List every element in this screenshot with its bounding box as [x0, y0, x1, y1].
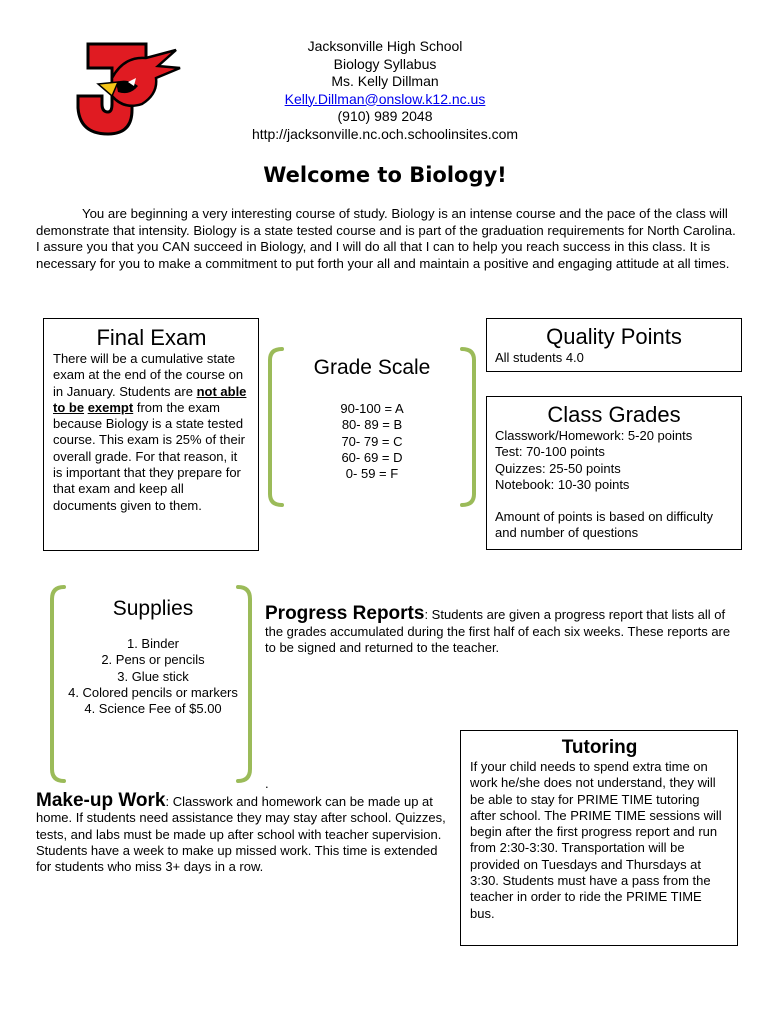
grade-line: 60- 69 = D: [341, 449, 403, 465]
supply-item: 3. Glue stick: [117, 668, 189, 684]
class-grade-line: Test: 70-100 points: [495, 444, 605, 460]
makeup-work: [36, 790, 450, 875]
supplies: [58, 596, 248, 717]
class-grades-box: [486, 396, 742, 550]
phone-number: (910) 989 2048: [337, 108, 433, 124]
class-grade-line: Notebook: 10-30 points: [495, 476, 630, 492]
supply-item: 1. Binder: [126, 636, 180, 651]
class-grades-note: Amount of points is based on difficulty and number of questions: [495, 509, 713, 541]
email-link[interactable]: Kelly.Dillman@onslow.k12.nc.us: [284, 90, 486, 107]
final-exam-emphasis-2: exempt: [87, 399, 134, 415]
tutoring-title: Tutoring: [561, 737, 638, 758]
school-name: Jacksonville High School: [307, 38, 463, 54]
progress-reports-text: : Students are given a progress report that lists all of the grades accumulated during the first half of each six weeks. These reports are to be signed and returned to the teacher.: [265, 607, 731, 655]
tutoring-text: If your child needs to spend extra time on work he/she does not understand, they will be able to stay for PRIME TIME tutoring after school. The PRIME TIME sessions will begin after the first progress report and run from 2:30-3:30. Transportation will be provided on Tuesdays and Thursdays at 3:30. Students must have a pass from the teacher in order to ride the PRIME TIME bus.: [470, 759, 722, 921]
tutoring-box: [460, 730, 738, 946]
contact-header: [200, 38, 570, 143]
quality-points-box: [486, 318, 742, 372]
final-exam-box: [43, 318, 259, 551]
quality-points-title: Quality Points: [546, 324, 682, 349]
page-title: Welcome to Biology!: [263, 163, 507, 187]
grade-line: 0- 59 = F: [345, 466, 399, 482]
website-url: http://jacksonville.nc.och.schoolinsites.com: [251, 125, 519, 142]
course-name: Biology Syllabus: [333, 55, 437, 72]
grade-scale-title: Grade Scale: [313, 356, 431, 379]
grade-line: 80- 89 = B: [341, 417, 403, 433]
quality-points-text: All students 4.0: [495, 350, 584, 365]
final-exam-emphasis-1: not able to be: [53, 383, 247, 415]
grade-scale: [282, 355, 462, 482]
class-grades-title: Class Grades: [547, 402, 681, 427]
supply-item: 4. Colored pencils or markers: [68, 684, 238, 700]
progress-reports: [265, 603, 735, 657]
teacher-name: Ms. Kelly Dillman: [331, 73, 439, 89]
supplies-title: Supplies: [112, 597, 194, 620]
final-exam-text: There will be a cumulative state exam at the end of the course on in January. Students are not able to be exempt from the exam because Biology is a state tested course. This exam is 25% of their overall grade. For that reason, it is important that they prepare for that exam and keep all documents given to them.: [53, 351, 247, 513]
intro-paragraph: You are beginning a very interesting course of study. Biology is an intense course and the pace of the class will demonstrate that intensity. Biology is a state tested course and is part of the graduation requirements for North Carolina. I assure you that you CAN succeed in Biology, and I will do all that I can to help you reach success in this class. It is necessary for you to make a commitment to put forth your all and maintain a positive and engaging attitude at all times.: [36, 206, 736, 271]
class-grade-line: Classwork/Homework: 5-20 points: [495, 428, 693, 443]
grade-line: 90-100 = A: [340, 401, 404, 416]
makeup-work-text: : Classwork and homework can be made up at home. If students need assistance they may stay after school. Quizzes, tests, and labs must be made up after school with teacher supervision. Students have a week to make up missed work. This time is extended for students who miss 3+ days in a row.: [36, 794, 446, 875]
class-grade-line: Quizzes: 25-50 points: [495, 460, 621, 476]
grade-line: 70- 79 = C: [341, 433, 403, 449]
progress-reports-heading: Progress Reports: [265, 603, 425, 624]
stray-dot: .: [265, 776, 269, 791]
final-exam-title: Final Exam: [96, 325, 207, 350]
supply-item: 4. Science Fee of $5.00: [84, 701, 222, 717]
school-logo: [72, 38, 184, 138]
makeup-work-heading: Make-up Work: [36, 790, 166, 811]
supply-item: 2. Pens or pencils: [101, 652, 205, 668]
